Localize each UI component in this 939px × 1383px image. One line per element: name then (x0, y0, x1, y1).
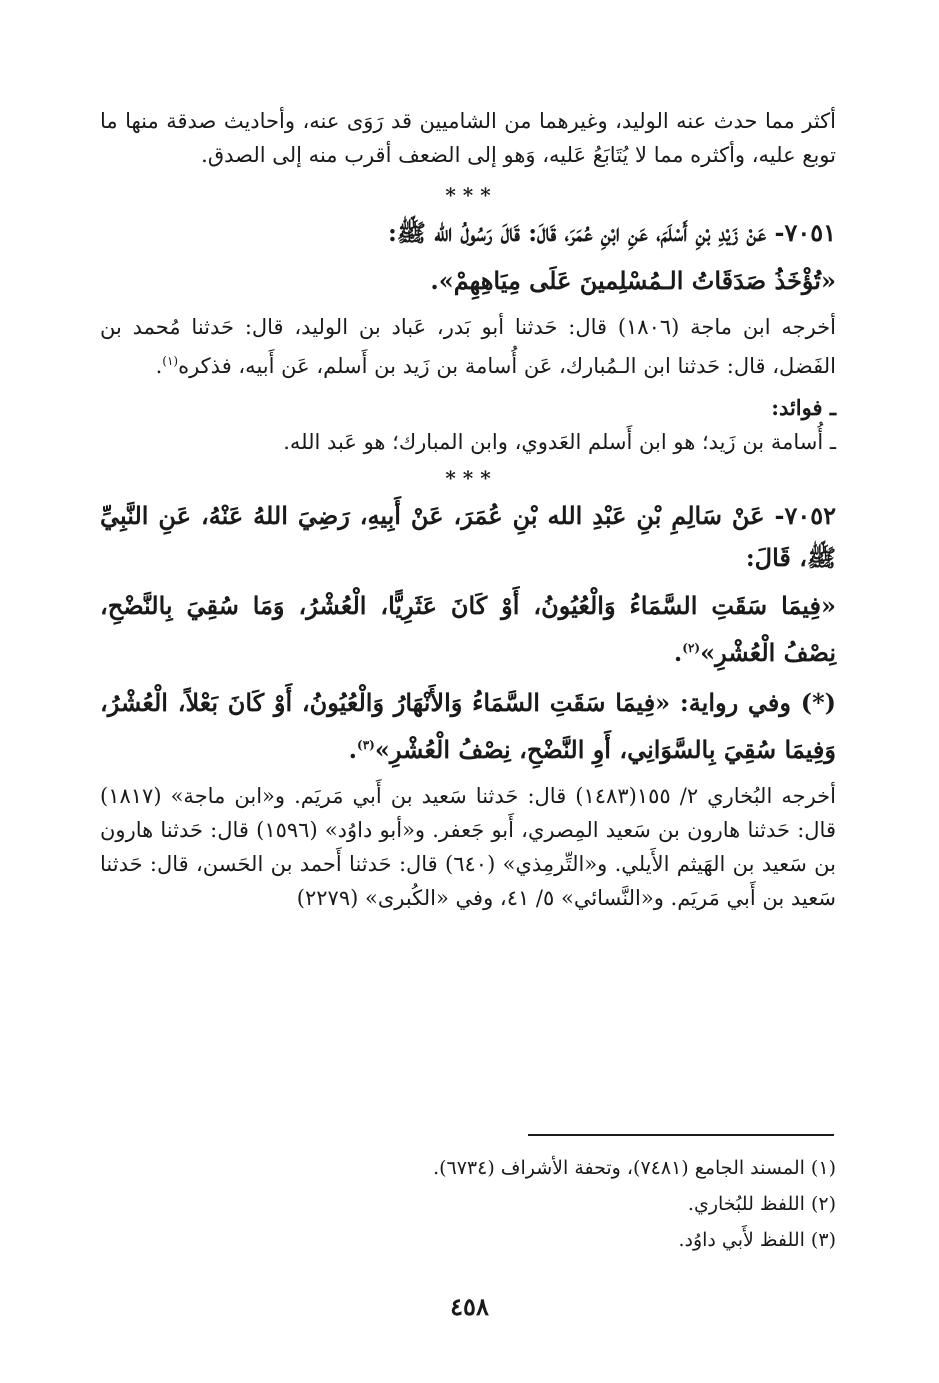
footnote-ref-1[interactable]: (١) (162, 354, 179, 368)
matn-text: «فِيمَا سَقَتِ السَّمَاءُ وَالْعُيُونُ، أَوْ كَانَ عَثَرِيًّا، الْعُشْرُ، وَمَا سُقِيَ بِالنَّضْحِ، نِصْفُ الْعُشْرِ» (100, 591, 836, 667)
hadith-7052-isnad: ٧٠٥٢- عَنْ سَالِمِ بْنِ عَبْدِ الله بْنِ عُمَرَ، عَنْ أَبِيهِ، رَضِيَ اللهُ عَنْهُ، عَنِ النَّبِيِّ ﷺ، قَالَ: (100, 501, 836, 572)
separator-stars: * * * (445, 466, 491, 490)
hadith-7052-riwaya: (*) وفي رواية: «فِيمَا سَقَتِ السَّمَاءُ وَالأَنْهَارُ وَالْعُيُونُ، أَوْ كَانَ بَعْلاً، الْعُشْرُ، وَفِيمَا سُقِيَ بِالسَّوَانِي، أَوِ النَّضْحِ، نِصْفُ الْعُشْرِ»$^{(٣)}$. (100, 688, 836, 764)
hadith-7052-takhrij: أخرجه البُخاري ٢/ ١٥٥(١٤٨٣) قال: حَدثنا سَعيد بن أَبي مَريَم. و«ابن ماجة» (١٨١٧) قال: حَدثنا هارون بن سَعيد المِصري، أَبو جَعفر. و«أبو داوُد» (١٥٩٦) قال: حَدثنا هارون بن سَعيد بن الهَيثم الأَيلي. و«التِّرمِذي» (٦٤٠) قال: حَدثنا أَحمد بن الحَسن، قال: حَدثنا سَعيد بن أَبي مَريَم. و«النَّسائي» ٥/ ٤١، وفي «الكُبرى» (٢٢٧٩) (100, 784, 837, 910)
fawaid-title: ـ فوائد: (771, 395, 836, 420)
footnote-2: (٢) اللفظ للبُخاري. (687, 1193, 836, 1215)
takhrij-text: أخرجه ابن ماجة (١٨٠٦) قال: حَدثنا أبو بَدر، عَباد بن الوليد، قال: حَدثنا مُحمد بن الفَضل، قال: حَدثنا ابن الـمُبارك، عَن أُسامة بن زَيد بن أَسلم، عَن أَبيه، فذكره (100, 315, 836, 378)
footnote-1: (١) المسند الجامع (٧٤٨١)، وتحفة الأشراف (٦٧٣٤). (433, 1157, 836, 1179)
hadith-7052-matn: «فِيمَا سَقَتِ السَّمَاءُ وَالْعُيُونُ، أَوْ كَانَ عَثَرِيًّا، الْعُشْرُ، وَمَا سُقِيَ بِالنَّضْحِ، نِصْفُ الْعُشْرِ»$^{(٢)}$. (100, 591, 836, 667)
footnote-3: (٣) اللفظ لأَبي داوُد. (678, 1229, 836, 1251)
hadith-7051-isnad: ٧٠٥١- عَنْ زَيْدِ بْنِ أَسْلَمَ، عَنِ ابْنِ عُمَرَ، قَالَ: قَالَ رَسُولُ الله ﷺ: (387, 218, 836, 247)
footnote-ref-2[interactable]: (٢) (682, 641, 701, 655)
footnote-separator-line (528, 1134, 834, 1136)
riwaya-text: (*) وفي رواية: «فِيمَا سَقَتِ السَّمَاءُ وَالأَنْهَارُ وَالْعُيُونُ، أَوْ كَانَ بَعْلاً، الْعُشْرُ، وَفِيمَا سُقِيَ بِالسَّوَانِي، أَوِ النَّضْحِ، نِصْفُ الْعُشْرِ» (100, 688, 836, 764)
footnotes (100, 1150, 836, 1258)
separator-stars: * * * (445, 183, 491, 207)
page-number: ٤٥٨ (450, 1292, 489, 1321)
page-body (100, 104, 836, 923)
hadith-7051-takhrij: أخرجه ابن ماجة (١٨٠٦) قال: حَدثنا أبو بَدر، عَباد بن الوليد، قال: حَدثنا مُحمد بن الفَضل، قال: حَدثنا ابن الـمُبارك، عَن أُسامة بن زَيد بن أَسلم، عَن أَبيه، فذكره$^{(١)}$. (100, 315, 836, 378)
hadith-7051-matn: «تُؤْخَذُ صَدَقَاتُ الـمُسْلِمينَ عَلَى مِيَاهِهِمْ». (430, 266, 836, 295)
footnote-ref-3[interactable]: (٣) (357, 738, 375, 752)
fawaid-item: ـ أُسامة بن زَيد؛ هو ابن أَسلم العَدوي، وابن المبارك؛ هو عَبد الله. (283, 430, 836, 454)
intro-paragraph: أكثر مما حدث عنه الوليد، وغيرهما من الشاميين قد رَوَى عنه، وأحاديث صدقة منها ما توبع عليه، وأكثره مما لا يُتَابَعُ عَليه، وَهو إلى الضعف أقرب منه إلى الصدق. (100, 109, 836, 167)
